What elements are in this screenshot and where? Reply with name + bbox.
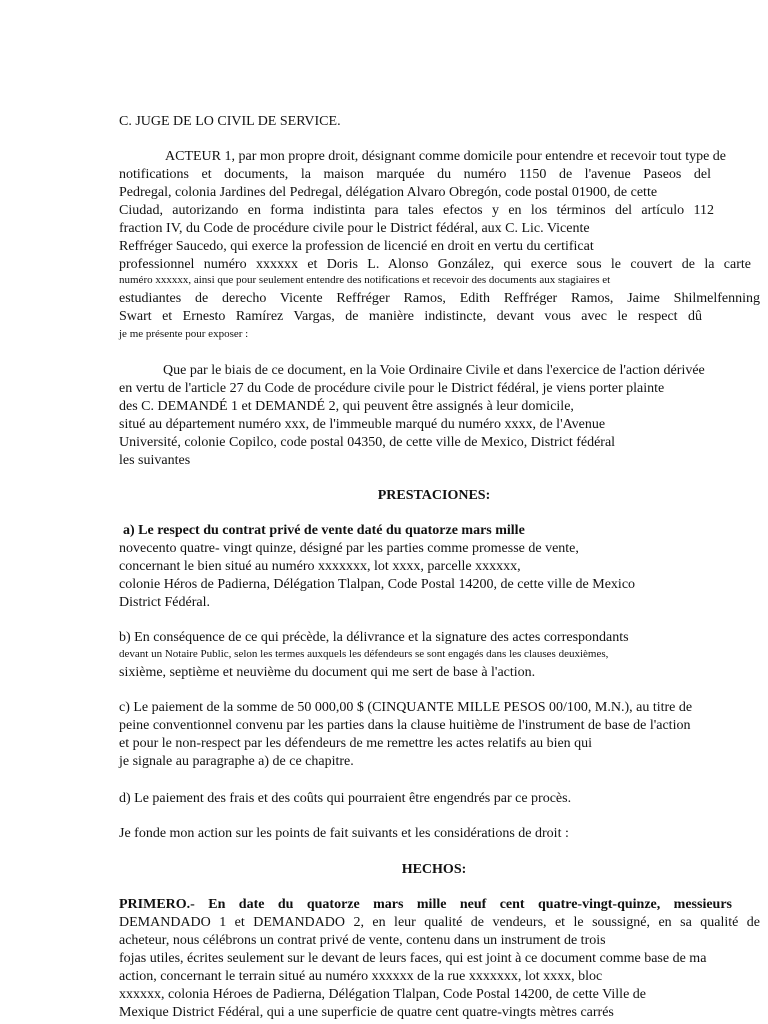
primero-line: DEMANDADO 1 et DEMANDADO 2, en leur qualité de vendeurs, et le soussigné, en sa qualité de [119, 915, 760, 930]
item-c-line: c) Le paiement de la somme de 50 000,00 $ (CINQUANTE MILLE PESOS 00/100, M.N.), au titre de [119, 700, 693, 715]
primero-label: PRIMERO.- [119, 897, 195, 912]
item-c-line: et pour le non-respect par les défendeurs de me remettre les actes relatifs au bien qui [119, 736, 593, 751]
claim-line: des C. DEMANDÉ 1 et DEMANDÉ 2, qui peuvent être assignés à leur domicile, [119, 399, 574, 414]
intro-line: je me présente pour exposer : [119, 328, 249, 340]
primero-line: action, concernant le terrain situé au numéro xxxxxx de la rue xxxxxxx, lot xxxx, bloc [119, 969, 603, 984]
intro-line: ACTEUR 1, par mon propre droit, désignant comme domicile pour entendre et recevoir tout type de [165, 149, 727, 164]
claim-line: Que par le biais de ce document, en la Voie Ordinaire Civile et dans l'exercice de l'action dérivée [163, 363, 705, 378]
addressee: C. JUGE DE LO CIVIL DE SERVICE. [119, 114, 341, 129]
item-a-line: colonie Héros de Padierna, Délégation Tlalpan, Code Postal 14200, de cette ville de Mexico [119, 577, 636, 592]
intro-line: notifications et documents, la maison marquée du numéro 1150 de l'avenue Paseos del [119, 167, 711, 182]
item-a-line: a) Le respect du contrat privé de vente daté du quatorze mars mille [123, 523, 525, 538]
item-b-line: sixième, septième et neuvième du document qui me sert de base à l'action. [119, 665, 536, 680]
intro-line: professionnel numéro xxxxxx et Doris L. Alonso González, qui exerce sous le couvert de la carte [119, 257, 751, 272]
intro-line: Swart et Ernesto Ramírez Vargas, de manière indistincte, devant vous avec le respect dû [119, 309, 702, 324]
intro-line: Pedregal, colonia Jardines del Pedregal, délégation Alvaro Obregón, code postal 01900, de cette [119, 185, 658, 200]
primero-line: Mexique District Fédéral, qui a une superficie de quatre cent quatre-vingts mètres carrés [119, 1005, 614, 1020]
primero-first-line [119, 896, 732, 913]
item-c-line: peine conventionnel convenu par les parties dans la clause huitième de l'instrument de base de l'action [119, 718, 691, 733]
item-b-line: devant un Notaire Public, selon les termes auxquels les défendeurs se sont engagés dans les clauses deuxièmes, [119, 648, 609, 660]
basis-line: Je fonde mon action sur les points de fait suivants et les considérations de droit : [119, 826, 569, 841]
primero-line: fojas utiles, écrites seulement sur le devant de leurs faces, qui est joint à ce document comme base de ma [119, 951, 707, 966]
intro-line: fraction IV, du Code de procédure civile pour le District fédéral, aux C. Lic. Vicente [119, 221, 590, 236]
primero-line: acheteur, nous célébrons un contrat privé de vente, contenu dans un instrument de trois [119, 933, 606, 948]
claim-line: situé au département numéro xxx, de l'immeuble marqué du numéro xxxx, de l'Avenue [119, 417, 606, 432]
hechos-heading: HECHOS: [401, 862, 467, 877]
item-a-line: concernant le bien situé au numéro xxxxxxx, lot xxxx, parcelle xxxxxx, [119, 559, 521, 574]
claim-line: les suivantes [119, 453, 191, 468]
primero-first-text: En date du quatorze mars mille neuf cent quatre-vingt-quinze, messieurs [194, 897, 732, 912]
intro-line: estudiantes de derecho Vicente Reffréger Ramos, Edith Reffréger Ramos, Jaime Shilmelfenning [119, 291, 760, 306]
prestaciones-heading: PRESTACIONES: [377, 488, 491, 503]
intro-line: Reffréger Saucedo, qui exerce la profession de licencié en droit en vertu du certificat [119, 239, 594, 254]
primero-line: xxxxxx, colonia Héroes de Padierna, Délégation Tlalpan, Code Postal 14200, de cette Ville de [119, 987, 647, 1002]
item-d-line: d) Le paiement des frais et des coûts qui pourraient être engendrés par ce procès. [119, 791, 572, 806]
intro-line: Ciudad, autorizando en forma indistinta para tales efectos y en los términos del artículo 112 [119, 203, 714, 218]
claim-line: en vertu de l'article 27 du Code de procédure civile pour le District fédéral, je viens porter plainte [119, 381, 665, 396]
item-b-line: b) En conséquence de ce qui précède, la délivrance et la signature des actes correspondants [119, 630, 629, 645]
item-a-line: novecento quatre- vingt quinze, désigné par les parties comme promesse de vente, [119, 541, 579, 556]
intro-line: numéro xxxxxx, ainsi que pour seulement entendre des notifications et recevoir des documents aux stagiaires et [119, 274, 611, 286]
item-c-line: je signale au paragraphe a) de ce chapitre. [119, 754, 354, 769]
item-a-line: District Fédéral. [119, 595, 210, 610]
claim-line: Université, colonie Copilco, code postal 04350, de cette ville de Mexico, District fédéral [119, 435, 616, 450]
